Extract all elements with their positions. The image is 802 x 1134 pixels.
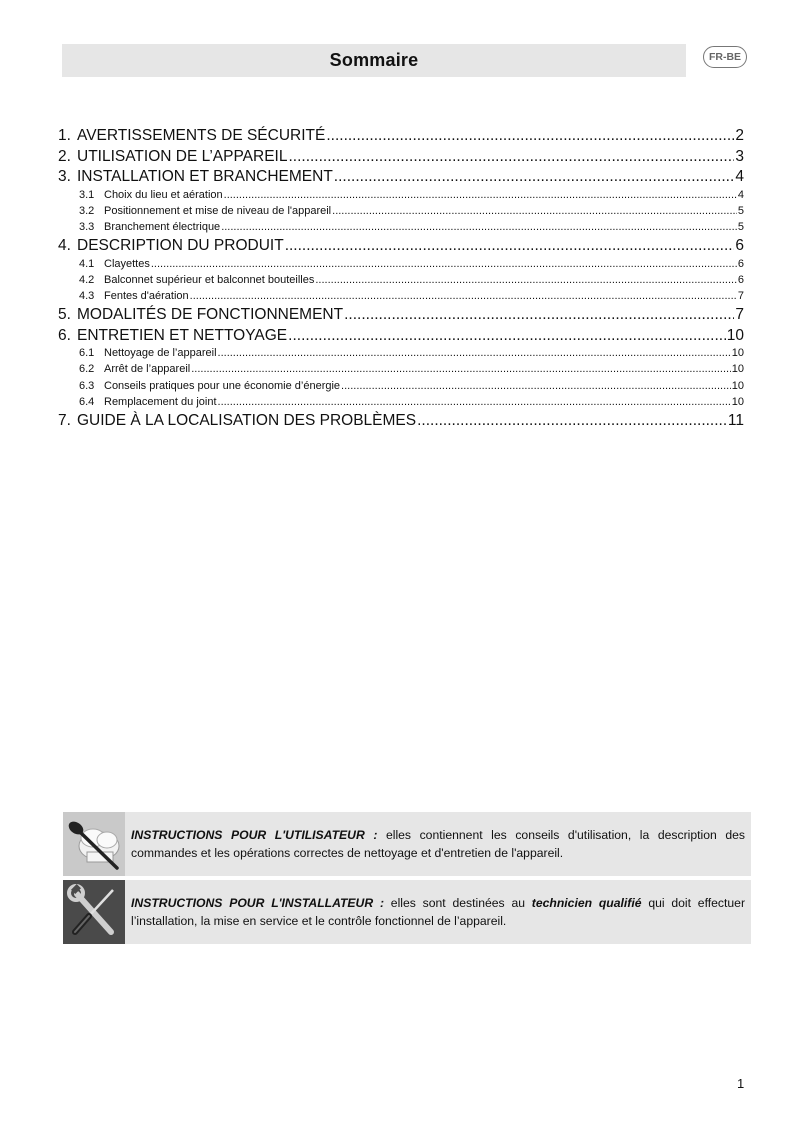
toc-number: 6.3	[79, 379, 95, 392]
toc-leader	[315, 273, 737, 288]
toc-title: Arrêt de l’appareil	[104, 363, 191, 376]
toc-page: 6	[735, 237, 744, 255]
toc-page: 4	[737, 188, 744, 201]
toc-entry[interactable]	[58, 147, 744, 168]
toc-page: 7	[737, 289, 744, 302]
toc-subentry[interactable]	[58, 188, 744, 204]
toc-number: 4.2	[79, 273, 95, 286]
toc-entry[interactable]	[58, 305, 744, 326]
toc-title: Fentes d'aération	[104, 289, 189, 302]
toc-entry[interactable]	[58, 326, 744, 347]
toc-number: 7.	[58, 411, 71, 429]
toc-page: 10	[731, 395, 744, 408]
toc-title: MODALITÉS DE FONCTIONNEMENT	[77, 306, 344, 324]
toc-leader	[417, 411, 727, 431]
toc-number: 5.	[58, 306, 71, 324]
toc-subentry[interactable]	[58, 346, 744, 362]
toc-subentry[interactable]	[58, 204, 744, 220]
header-bar	[62, 44, 686, 77]
toc-page: 10	[731, 363, 744, 376]
toc-number: 3.2	[79, 204, 95, 217]
toc-subentry[interactable]	[58, 220, 744, 236]
toc-title: UTILISATION DE L’APPAREIL	[77, 147, 288, 165]
toc-subentry[interactable]	[58, 273, 744, 289]
installer-instructions-text	[125, 880, 751, 944]
toc-title: Clayettes	[104, 257, 150, 270]
toc-number: 1.	[58, 127, 71, 144]
toc-title: AVERTISSEMENTS DE SÉCURITÉ	[77, 127, 326, 144]
toc-leader	[288, 147, 734, 167]
toc-page: 3	[735, 147, 744, 165]
toc-leader	[191, 362, 731, 377]
user-instructions-label: INSTRUCTIONS POUR L'UTILISATEUR :	[131, 828, 378, 842]
spoon-chef-hat-icon	[63, 812, 125, 876]
toc-leader	[332, 204, 737, 219]
toc-title: INSTALLATION ET BRANCHEMENT	[77, 168, 333, 185]
toc-number: 6.2	[79, 363, 95, 376]
user-instructions-box	[63, 812, 751, 876]
wrench-screwdriver-icon	[63, 880, 125, 944]
toc-number: 6.	[58, 326, 71, 344]
toc-subentry[interactable]	[58, 257, 744, 273]
toc-leader	[334, 167, 735, 187]
toc-title: Remplacement du joint	[104, 395, 217, 408]
toc-number: 2.	[58, 147, 71, 165]
toc-page: 4	[735, 168, 744, 185]
toc-title: GUIDE À LA LOCALISATION DES PROBLÈMES	[77, 411, 417, 429]
toc-subentry[interactable]	[58, 362, 744, 378]
toc-number: 6.4	[79, 395, 95, 408]
toc-page: 11	[727, 411, 744, 429]
toc-subentry[interactable]	[58, 289, 744, 305]
toc-title: Positionnement et mise de niveau de l'appareil	[104, 204, 332, 217]
toc-entry[interactable]	[58, 126, 744, 147]
toc-entry[interactable]	[58, 167, 744, 188]
toc-number: 4.	[58, 237, 71, 255]
installer-instructions-box	[63, 880, 751, 944]
toc-leader	[288, 326, 726, 346]
toc-leader	[218, 346, 731, 361]
toc-entry[interactable]	[58, 236, 744, 257]
toc-page: 10	[726, 326, 744, 344]
toc-title: Choix du lieu et aération	[104, 188, 223, 201]
toc-number: 3.3	[79, 220, 95, 233]
toc-page: 10	[731, 347, 744, 360]
toc-leader	[341, 379, 731, 394]
toc-leader	[285, 236, 735, 256]
toc-page: 5	[737, 204, 744, 217]
toc-leader	[190, 289, 737, 304]
toc-page: 6	[737, 257, 744, 270]
toc-number: 4.3	[79, 289, 95, 302]
toc-number: 6.1	[79, 347, 95, 360]
installer-instructions-label: INSTRUCTIONS POUR L'INSTALLATEUR :	[131, 896, 385, 910]
user-instructions-text	[125, 812, 751, 876]
toc-number: 3.	[58, 168, 71, 185]
toc-page: 7	[735, 306, 744, 324]
installer-instructions-body-end: qui doit effectuer l’installation, la mise en service et le contrôle fonctionnel de l’appareil.	[131, 896, 746, 928]
toc-page: 5	[737, 220, 744, 233]
toc-entry[interactable]	[58, 411, 744, 432]
toc-leader	[221, 220, 737, 235]
toc-page: 2	[735, 127, 744, 144]
toc-number: 3.1	[79, 188, 95, 201]
toc-title: Conseils pratiques pour une économie d’énergie	[104, 379, 341, 392]
toc-title: Nettoyage de l’appareil	[104, 347, 217, 360]
toc-leader	[151, 257, 737, 272]
language-badge: FR-BE	[703, 46, 747, 68]
toc-leader	[224, 188, 737, 203]
page-title: Sommaire	[329, 50, 419, 70]
page-number: 1	[737, 1076, 745, 1091]
toc-title: Balconnet supérieur et balconnet bouteilles	[104, 273, 315, 286]
user-instructions-body: elles contiennent les conseils d'utilisation, la description des commandes et les opérations correctes de nettoyage et d'entretien de l'appareil.	[131, 828, 745, 860]
toc-subentry[interactable]	[58, 379, 744, 395]
toc-title: DESCRIPTION DU PRODUIT	[77, 237, 284, 255]
installer-instructions-body-start: elles sont destinées au	[384, 896, 532, 910]
installer-instructions-emphasis: technicien qualifié	[531, 896, 642, 910]
toc-page: 6	[737, 273, 744, 286]
toc-leader	[326, 126, 734, 146]
table-of-contents	[58, 126, 744, 431]
toc-number: 4.1	[79, 257, 95, 270]
toc-leader	[344, 305, 734, 325]
toc-title: Branchement électrique	[104, 220, 221, 233]
toc-page: 10	[731, 379, 744, 392]
toc-subentry[interactable]	[58, 395, 744, 411]
toc-title: ENTRETIEN ET NETTOYAGE	[77, 326, 288, 344]
toc-leader	[218, 395, 731, 410]
